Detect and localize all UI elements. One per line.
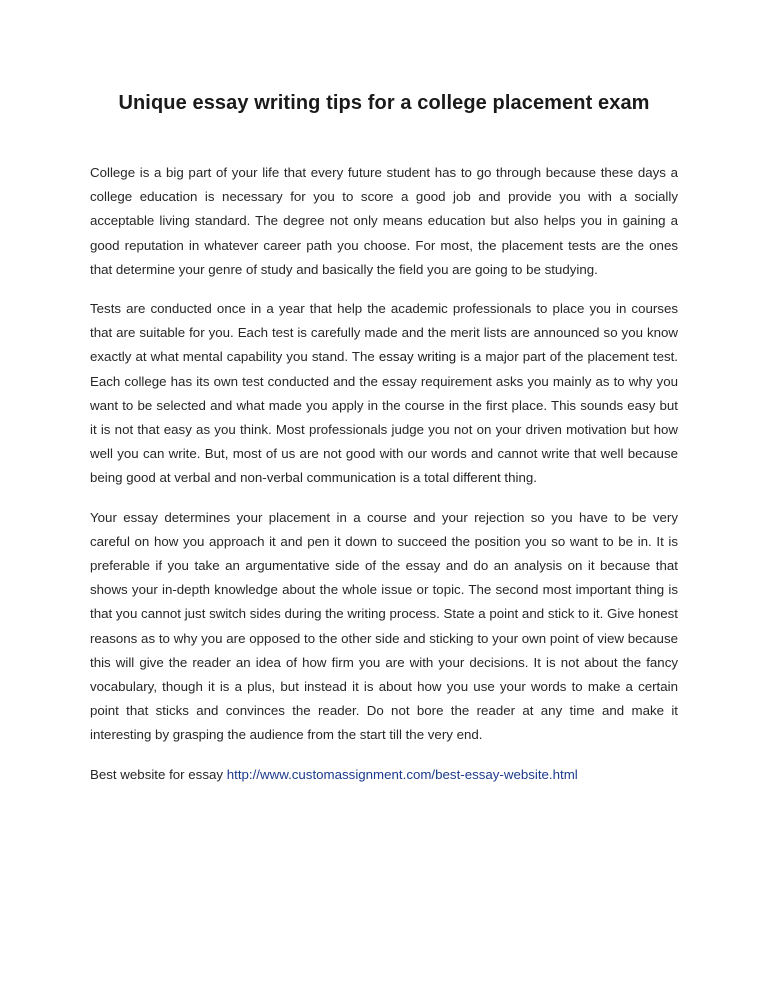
paragraph-tests-text-before: Tests are conducted once in a year that help the academic professionals to place you in courses that are suitable for you. Each test is carefully made and the merit lists are announced so you know exactly at what mental capability you stand. The — [90, 301, 678, 365]
paragraph-intro: College is a big part of your life that every future student has to go through because these days a college education is necessary for you to score a good job and provide you with a socially acceptable living standard. The degree not only means education but also helps you in gaining a good reputation in whatever career path you choose. For most, the placement tests are the ones that determine your genre of study and basically the field you are going to be studying. — [90, 165, 678, 277]
essay-writing-link[interactable]: essay writing — [378, 349, 457, 365]
document-body — [90, 161, 678, 787]
footer-recommendation — [90, 763, 678, 787]
paragraph-essay-advice: Your essay determines your placement in a course and your rejection so you have to be very careful on how you approach it and pen it down to succeed the position you so want to be in. It is preferable if you take an argumentative side of the essay and do an analysis on it because that shows your in-depth knowledge about the whole issue or topic. The second most important thing is that you cannot just switch sides during the writing process. State a point and stick to it. Give honest reasons as to why you are opposed to the other side and sticking to your own point of view because this will give the reader an idea of how firm you are with your decisions. It is not about the fancy vocabulary, though it is a plus, but instead it is about how you use your words to make a certain point that sticks and convinces the reader. Do not bore the reader at any time and make it interesting by grasping the audience from the start till the very end. — [90, 509, 678, 743]
website-link[interactable]: http://www.customassignment.com/best-essay-website.html — [226, 766, 578, 782]
paragraph-tests — [90, 297, 678, 491]
document-title: Unique essay writing tips for a college placement exam — [118, 92, 650, 114]
paragraph-tests-text-after: is a major part of the placement test. Each college has its own test conducted and the essay requirement asks you mainly as to why you want to be selected and what made you apply in the course in the first place. This sounds easy but it is not that easy as you think. Most professionals judge you not on your driven motivation but how well you can write. But, most of us are not good with our words and cannot write that well because being good at verbal and non-verbal communication is a total different thing. — [90, 349, 678, 486]
footer-label: Best website for essay — [90, 766, 227, 782]
